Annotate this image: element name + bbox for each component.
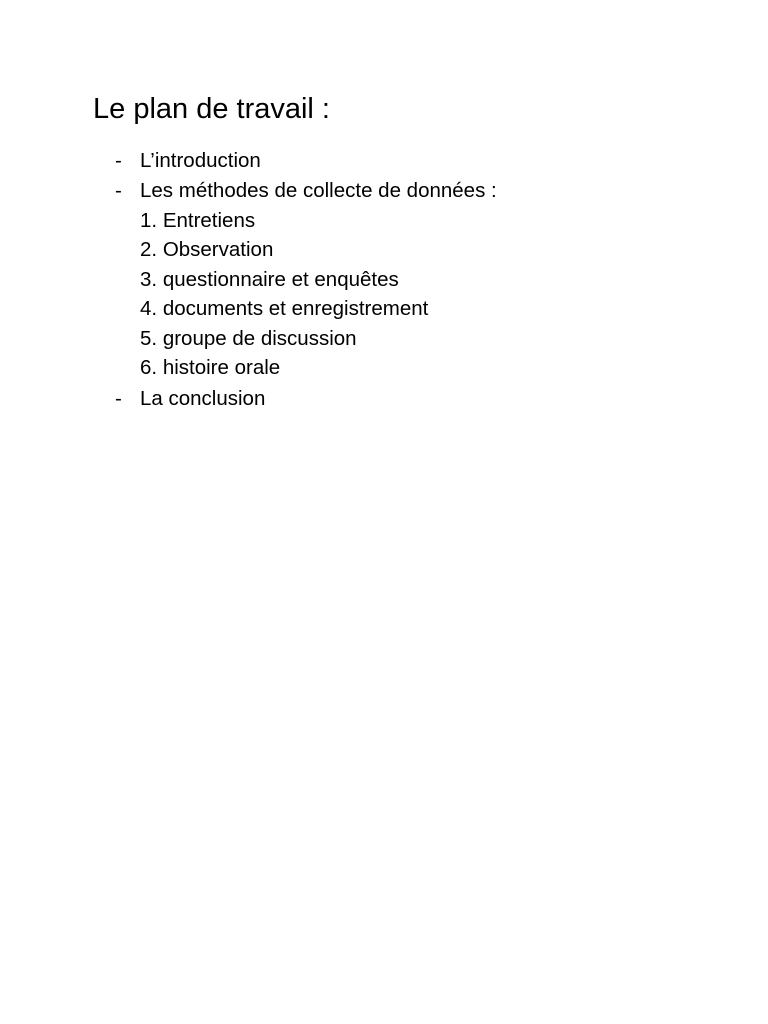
numbered-item-entretiens <box>140 208 255 234</box>
number-marker: 3. <box>140 268 158 291</box>
dash-marker: - <box>115 179 122 202</box>
numbered-item-observation <box>140 237 273 263</box>
numbered-item-documents <box>140 296 428 322</box>
outline-item-text: La conclusion <box>140 387 266 410</box>
numbered-item-text: groupe de discussion <box>162 327 357 350</box>
numbered-item-text: documents et enregistrement <box>162 297 429 320</box>
document-title: Le plan de travail : <box>93 93 330 125</box>
dash-marker: - <box>115 149 122 172</box>
number-marker: 4. <box>140 297 158 320</box>
number-marker: 2. <box>140 238 158 261</box>
dash-marker: - <box>115 387 122 410</box>
numbered-item-questionnaire <box>140 267 399 293</box>
number-marker: 5. <box>140 327 158 350</box>
number-marker: 1. <box>140 209 158 232</box>
numbered-item-histoire <box>140 355 280 381</box>
numbered-item-text: Observation <box>162 238 274 261</box>
numbered-item-text: questionnaire et enquêtes <box>162 268 399 291</box>
numbered-item-text: histoire orale <box>162 356 281 379</box>
outline-item-text: L’introduction <box>140 149 261 172</box>
numbered-item-groupe <box>140 326 357 352</box>
number-marker: 6. <box>140 356 158 379</box>
numbered-item-text: Entretiens <box>162 209 256 232</box>
outline-item-text: Les méthodes de collecte de données : <box>140 179 497 202</box>
